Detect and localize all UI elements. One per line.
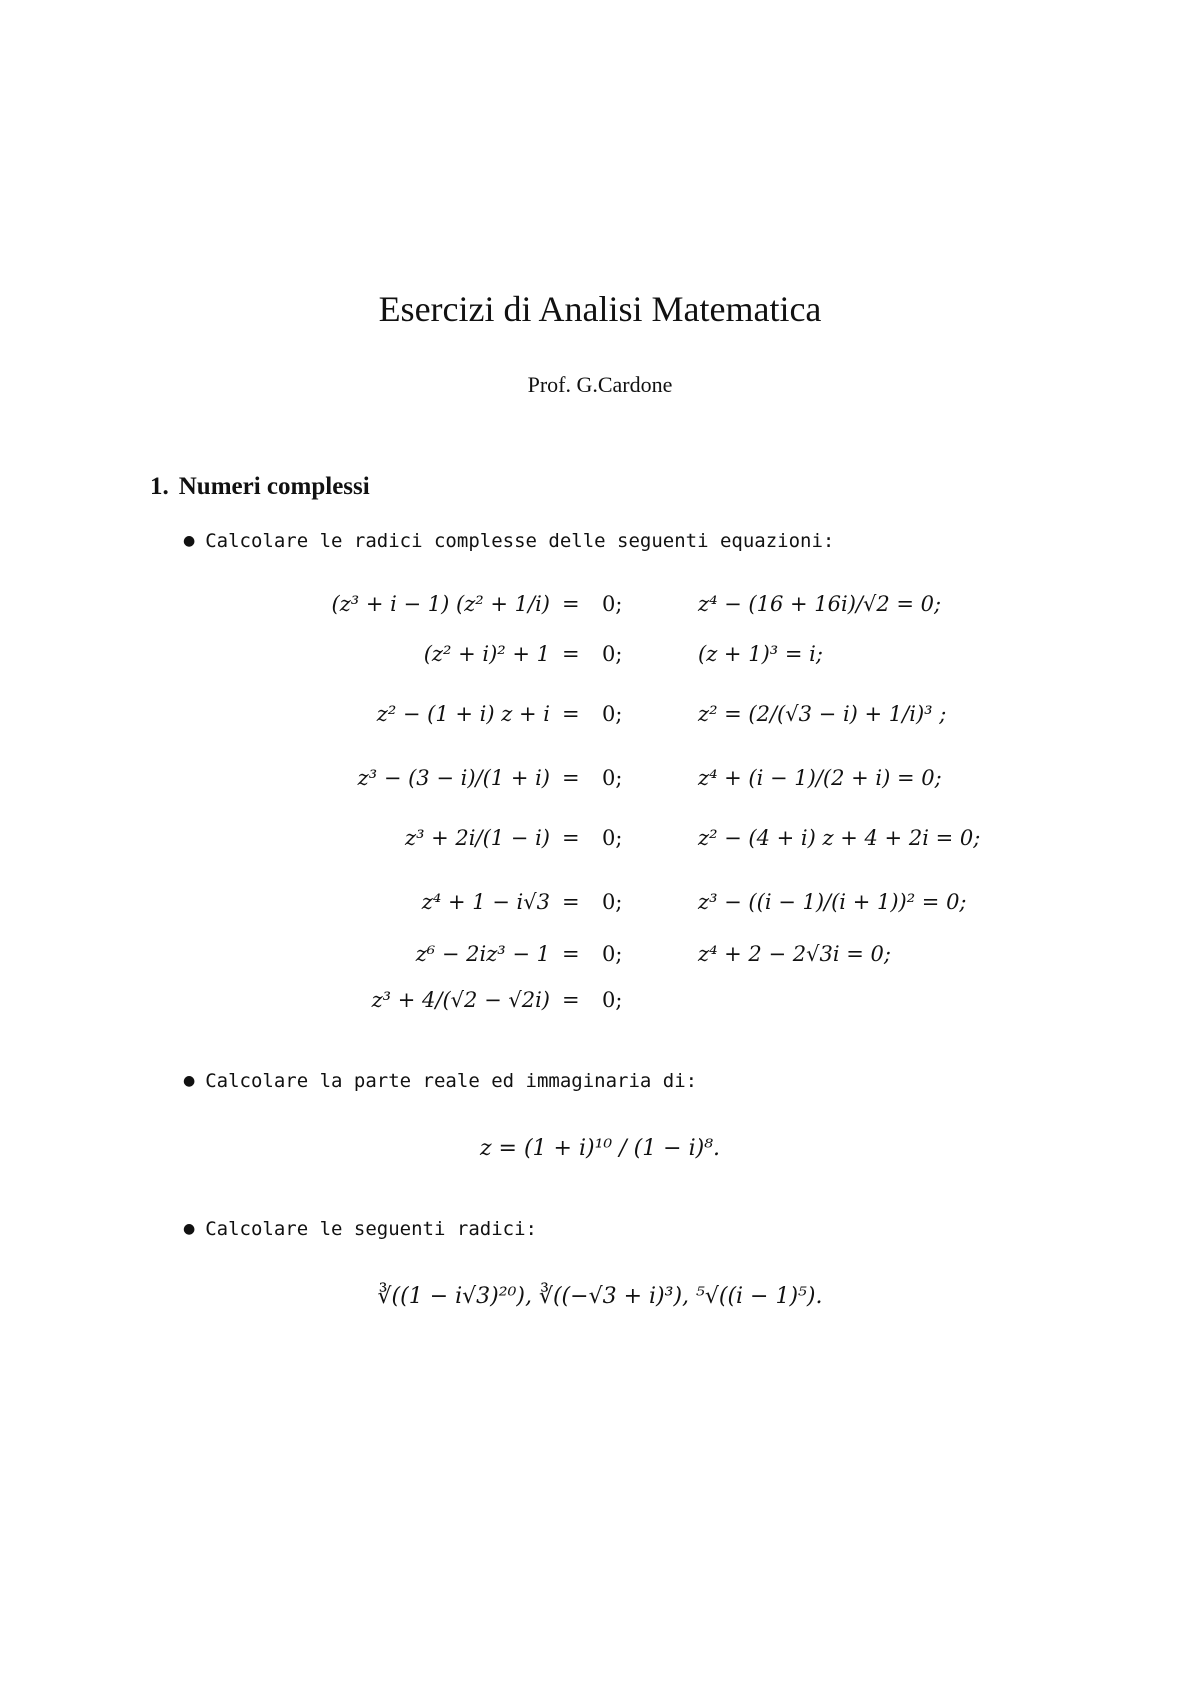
equation-left-rhs: 0; (602, 988, 623, 1012)
bullet-icon: ● (183, 1073, 196, 1089)
section-title: Numeri complessi (178, 473, 370, 500)
real-imag-formula: z = (1 + i)¹⁰ / (1 − i)⁸. (479, 1136, 721, 1161)
equation-left-lhs: z² − (1 + i) z + i (376, 702, 550, 726)
equation-row (290, 766, 1010, 816)
equation-right: z⁴ − (16 + 16i)/√2 = 0; (698, 592, 942, 616)
equation-left-rhs: 0; (602, 592, 623, 616)
bullet-icon: ● (183, 533, 196, 549)
equation-left-lhs: z⁴ + 1 − i√3 (421, 890, 550, 914)
equation-left-rhs: 0; (602, 642, 623, 666)
equation-left-rhs: 0; (602, 942, 623, 966)
equation-left-lhs: (z² + i)² + 1 (423, 642, 550, 666)
equation-row (290, 592, 1010, 642)
equation-equals: = (562, 642, 580, 666)
equation-right: z² − (4 + i) z + 4 + 2i = 0; (698, 826, 981, 850)
equation-row (290, 702, 1010, 752)
equation-right: z⁴ + 2 − 2√3i = 0; (698, 942, 891, 966)
equation-equals: = (562, 592, 580, 616)
bullet-text: Calcolare le radici complesse delle seguenti equazioni: (205, 530, 835, 552)
equation-left-rhs: 0; (602, 766, 623, 790)
section-heading (150, 473, 380, 501)
roots-formula: ∛((1 − i√3)²⁰), ∛((−√3 + i)³), ⁵√((i − 1)⁵). (377, 1284, 823, 1309)
equation-equals: = (562, 890, 580, 914)
equation-row (290, 942, 1010, 992)
equation-left-rhs: 0; (602, 890, 623, 914)
document-title: Esercizi di Analisi Matematica (378, 289, 822, 329)
bullet-real-imag (183, 1070, 697, 1092)
equation-equals: = (562, 766, 580, 790)
equation-left-lhs: (z³ + i − 1) (z² + 1/i) (331, 592, 550, 616)
equation-equals: = (562, 826, 580, 850)
bullet-equations (183, 530, 834, 552)
bullet-text: Calcolare le seguenti radici: (205, 1218, 537, 1240)
equation-row (290, 988, 1010, 1038)
section-number: 1. (150, 473, 169, 500)
equation-row (290, 890, 1010, 940)
equation-row (290, 826, 1010, 876)
equation-left-lhs: z³ + 4/(√2 − √2i) (371, 988, 550, 1012)
bullet-icon: ● (183, 1221, 196, 1237)
equation-left-rhs: 0; (602, 826, 623, 850)
equation-equals: = (562, 702, 580, 726)
equation-left-lhs: z³ − (3 − i)/(1 + i) (357, 766, 550, 790)
equation-left-rhs: 0; (602, 702, 623, 726)
equation-equals: = (562, 988, 580, 1012)
bullet-text: Calcolare la parte reale ed immaginaria di: (205, 1070, 698, 1092)
equation-left-lhs: z³ + 2i/(1 − i) (405, 826, 550, 850)
equation-right: z³ − ((i − 1)/(i + 1))² = 0; (698, 890, 967, 914)
equation-right: (z + 1)³ = i; (698, 642, 823, 666)
bullet-roots (183, 1218, 537, 1240)
equation-right: z⁴ + (i − 1)/(2 + i) = 0; (698, 766, 942, 790)
equation-row (290, 642, 1010, 692)
document-author: Prof. G.Cardone (527, 372, 673, 397)
equation-left-lhs: z⁶ − 2iz³ − 1 (415, 942, 550, 966)
equation-right: z² = (2/(√3 − i) + 1/i)³ ; (698, 702, 947, 726)
equation-equals: = (562, 942, 580, 966)
